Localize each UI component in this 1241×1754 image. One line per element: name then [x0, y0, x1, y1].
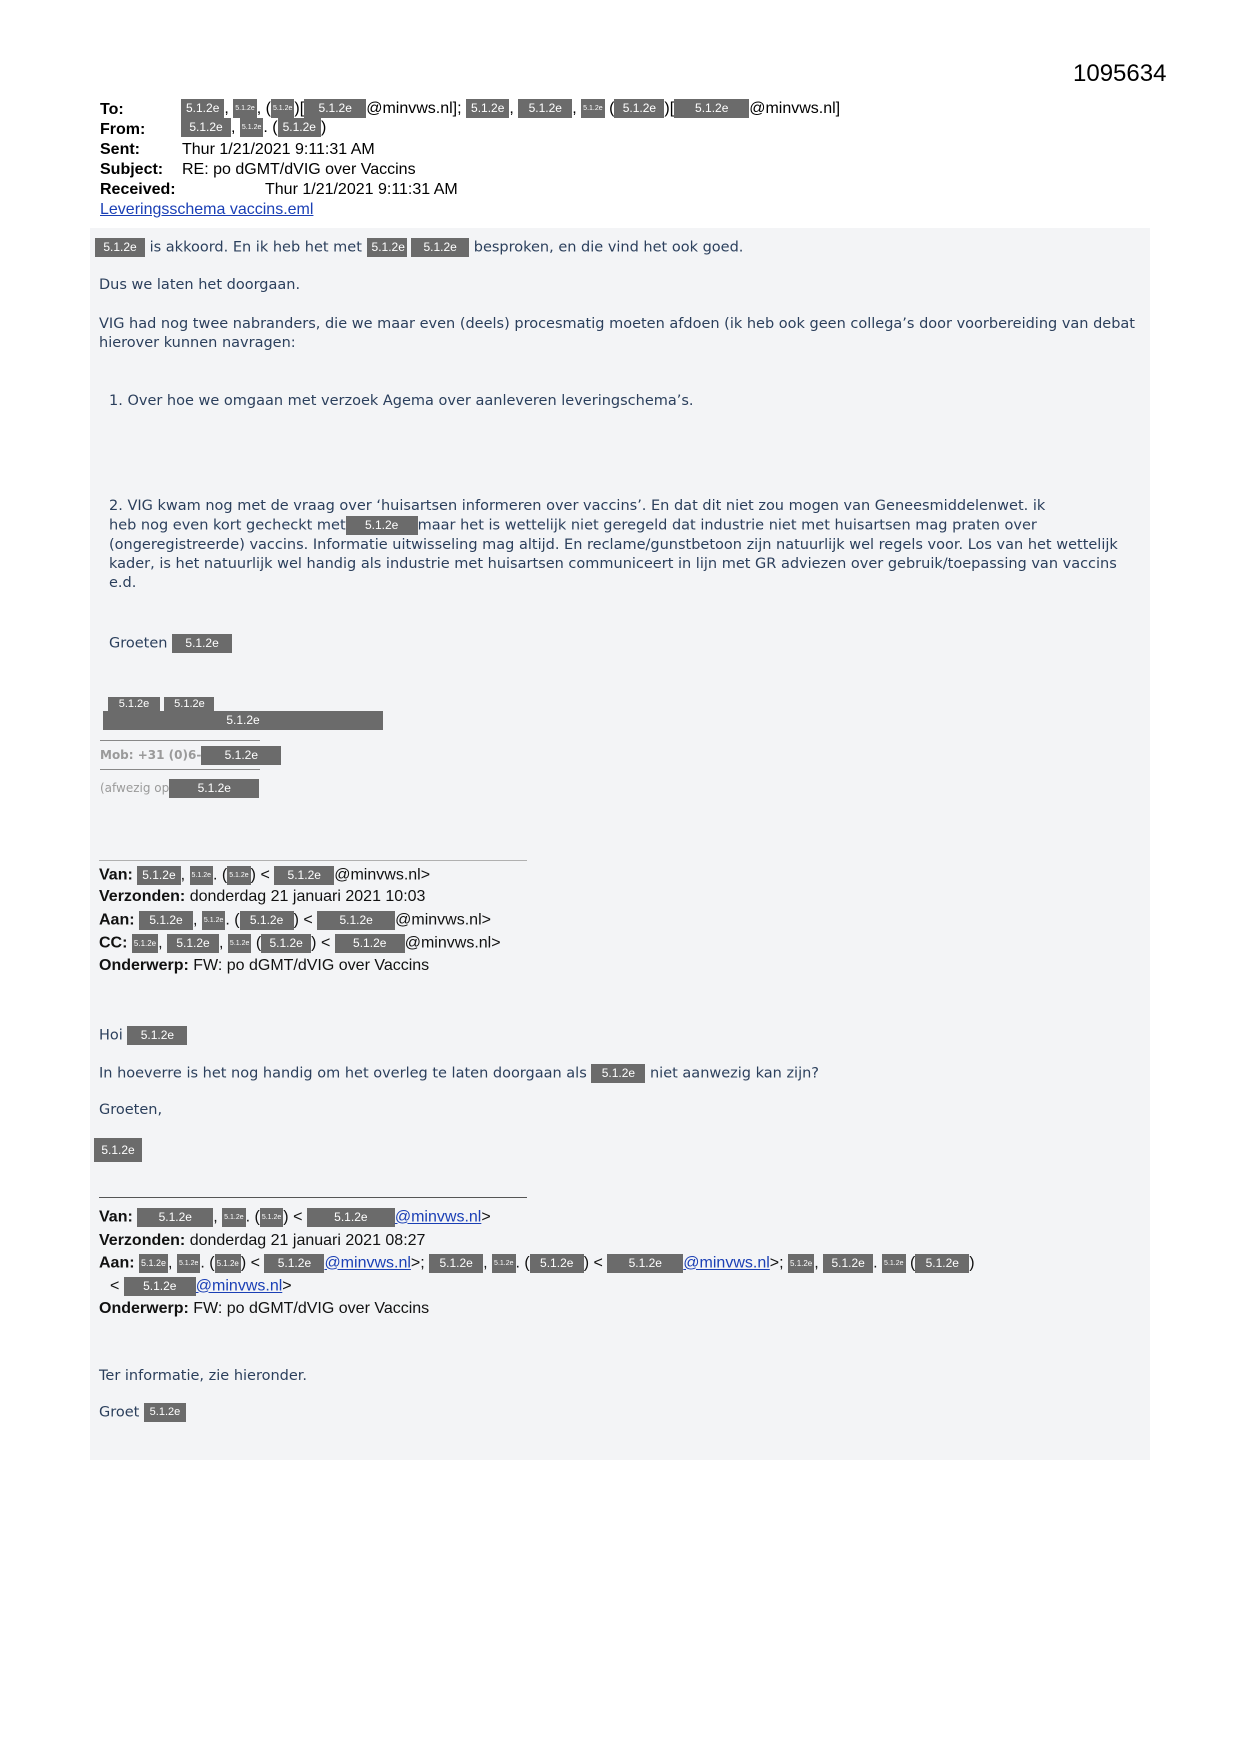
redaction: 5.1.2e — [429, 1254, 483, 1273]
redaction: 5.1.2e — [139, 911, 193, 930]
email-link[interactable]: @minvws.nl — [394, 1208, 482, 1226]
redaction: 5.1.2e — [674, 99, 749, 118]
mail3-sent: Verzonden: donderdag 21 januari 2021 08:27 — [99, 1232, 426, 1249]
redaction: 5.1.2e — [240, 118, 263, 137]
received-value: Thur 1/21/2021 9:11:31 AM — [265, 181, 458, 198]
redaction: 5.1.2e — [304, 99, 366, 118]
list-item-2-rest: (ongeregistreerde) vaccins. Informatie uitwisseling mag altijd. En reclame/gunstbetoon zijn natuurlijk wel regels voor. Los van het wettelijk kader, is het natuurlijk wel handig als industrie met huisartsen communiceert in lijn met GR adviezen over gebruik/toepassing van vaccins e.d. — [109, 537, 1118, 591]
closing-greeting: Groeten 5.1.2e — [109, 634, 232, 653]
to-domain: @minvws.nl] — [749, 100, 841, 117]
list-item-2-line-1: 2. VIG kwam nog met de vraag over ‘huisartsen informeren over vaccins’. En dat dit niet zou mogen van Geneesmiddelenwet. ik — [109, 498, 1046, 514]
mail2-from: Van: 5.1.2e , 5.1.2e . ( 5.1.2e ) < 5.1.2e @minvws.nl> — [99, 866, 431, 884]
mail-separator — [99, 1197, 527, 1198]
redaction: 5.1.2e — [181, 118, 231, 137]
to-label: To: — [100, 101, 124, 118]
redaction: 5.1.2e — [264, 1254, 324, 1273]
mail3-closing: Groet 5.1.2e — [99, 1403, 186, 1422]
redaction: 5.1.2e — [139, 1254, 168, 1273]
redaction: 5.1.2e — [201, 746, 281, 765]
attachment-link[interactable]: Leveringsschema vaccins.eml — [100, 201, 314, 218]
redaction: 5.1.2e — [222, 1208, 245, 1227]
redaction: 5.1.2e — [227, 866, 250, 885]
redaction: 5.1.2e — [181, 99, 224, 118]
redaction: 5.1.2e — [823, 1254, 873, 1273]
redaction: 5.1.2e — [169, 779, 259, 798]
redaction: 5.1.2e — [144, 1403, 186, 1422]
redaction: 5.1.2e — [164, 697, 214, 712]
email-link[interactable]: @minvws.nl — [195, 1277, 283, 1295]
message-background — [90, 228, 1150, 1460]
body-line-1: 5.1.2e is akkoord. En ik heb het met 5.1.2e 5.1.2e besproken, en die vind het ook goed. — [95, 238, 743, 257]
mail2-signature — [94, 1138, 142, 1162]
mail2-cc: CC: 5.1.2e , 5.1.2e , 5.1.2e ( 5.1.2e ) < 5.1.2e @minvws.nl> — [99, 934, 501, 952]
mail3-subject: Onderwerp: FW: po dGMT/dVIG over Vaccins — [99, 1300, 430, 1317]
redaction: 5.1.2e — [228, 934, 251, 953]
redaction: 5.1.2e — [172, 634, 232, 653]
redaction: 5.1.2e — [915, 1254, 969, 1273]
redaction: 5.1.2e — [367, 238, 407, 257]
redaction: 5.1.2e — [518, 99, 572, 118]
redaction: 5.1.2e — [317, 911, 395, 930]
sent-label: Sent: — [100, 141, 140, 158]
redaction: 5.1.2e — [788, 1254, 814, 1273]
redaction: 5.1.2e — [190, 866, 213, 885]
absent-line: (afwezig op 5.1.2e — [100, 779, 259, 798]
body-line-2: Dus we laten het doorgaan. — [99, 277, 301, 293]
redaction: 5.1.2e — [95, 238, 145, 257]
redaction: 5.1.2e — [137, 866, 180, 885]
redaction: 5.1.2e — [530, 1254, 584, 1273]
divider — [100, 769, 260, 770]
subject-value: RE: po dGMT/dVIG over Vaccins — [182, 161, 416, 178]
mail2-question: In hoeverre is het nog handig om het overleg te laten doorgaan als 5.1.2e niet aanwezig kan zijn? — [99, 1065, 819, 1082]
body-line-3: VIG had nog twee nabranders, die we maar even (deels) procesmatig moeten afdoen (ik heb ook geen collega’s door voorbereiding van debat hierover kunnen navragen: — [99, 316, 1135, 351]
redaction: 5.1.2e — [607, 1254, 683, 1273]
signature-title — [103, 711, 383, 730]
redaction: 5.1.2e — [614, 99, 664, 118]
redaction: 5.1.2e — [137, 1208, 213, 1227]
redaction: 5.1.2e — [167, 934, 219, 953]
mail3-from: Van: 5.1.2e , 5.1.2e . ( 5.1.2e ) < 5.1.2e @minvws.nl> — [99, 1208, 491, 1226]
sent-value: Thur 1/21/2021 9:11:31 AM — [182, 141, 375, 158]
redaction: 5.1.2e — [177, 1254, 200, 1273]
mail2-subject: Onderwerp: FW: po dGMT/dVIG over Vaccins — [99, 957, 430, 974]
mail-separator — [99, 860, 527, 861]
mail3-to: Aan: 5.1.2e , 5.1.2e . ( 5.1.2e ) < 5.1.2e @minvws.nl>; 5.1.2e , 5.1.2e . ( 5.1.2e ) < 5.1.2e @minvws.nl>; 5.1.2e , 5.1.2e . 5.1.2e ( 5.1.2e ) — [99, 1254, 975, 1272]
redaction: 5.1.2e — [278, 118, 321, 137]
redaction: 5.1.2e — [411, 238, 469, 257]
mail2-salutation: Hoi 5.1.2e — [99, 1026, 187, 1045]
redaction: 5.1.2e — [124, 1277, 196, 1296]
redaction: 5.1.2e — [202, 911, 225, 930]
email-link[interactable]: @minvws.nl — [324, 1254, 411, 1272]
redaction: 5.1.2e — [271, 99, 294, 118]
list-item-1: 1. Over hoe we omgaan met verzoek Agema over aanleveren leveringschema’s. — [109, 393, 694, 409]
from-label: From: — [100, 121, 146, 138]
subject-label: Subject: — [100, 161, 164, 178]
redaction: 5.1.2e — [882, 1254, 905, 1273]
redaction: 5.1.2e — [261, 934, 311, 953]
mobile-line: Mob: +31 (0)6- 5.1.2e — [100, 746, 281, 765]
document-id: 1095634 — [1073, 60, 1167, 87]
from-value: 5.1.2e , 5.1.2e . ( 5.1.2e ) — [181, 118, 326, 138]
redaction: 5.1.2e — [581, 99, 604, 118]
redaction: 5.1.2e — [103, 711, 383, 730]
email-link[interactable]: @minvws.nl — [683, 1254, 770, 1272]
mail2-to: Aan: 5.1.2e , 5.1.2e . ( 5.1.2e ) < 5.1.2e @minvws.nl> — [99, 911, 491, 929]
redaction: 5.1.2e — [240, 911, 294, 930]
list-item-2-line-2: heb nog even kort gecheckt met 5.1.2e maar het is wettelijk niet geregeld dat industrie niet met huisartsen mag praten over — [109, 517, 1037, 534]
redaction: 5.1.2e — [492, 1254, 515, 1273]
redaction: 5.1.2e — [274, 866, 334, 885]
to-value: 5.1.2e , 5.1.2e , ( 5.1.2e )[ 5.1.2e @minvws.nl]; 5.1.2e , 5.1.2e , 5.1.2e ( 5.1.2e )[ 5.1.2e @minvws.nl] — [181, 99, 840, 119]
redaction: 5.1.2e — [335, 934, 405, 953]
redaction: 5.1.2e — [466, 99, 509, 118]
redaction: 5.1.2e — [215, 1254, 241, 1273]
to-row — [100, 100, 124, 120]
redaction: 5.1.2e — [132, 934, 158, 953]
redaction: 5.1.2e — [346, 516, 418, 535]
redaction: 5.1.2e — [127, 1026, 187, 1045]
mail2-closing: Groeten, — [99, 1102, 163, 1118]
redaction: 5.1.2e — [307, 1208, 395, 1227]
redaction: 5.1.2e — [94, 1138, 142, 1162]
mail3-info: Ter informatie, zie hieronder. — [99, 1368, 308, 1384]
redaction: 5.1.2e — [108, 697, 160, 712]
received-label: Received: — [100, 181, 176, 198]
redaction: 5.1.2e — [591, 1064, 645, 1083]
redaction: 5.1.2e — [260, 1208, 283, 1227]
redaction: 5.1.2e — [233, 99, 256, 118]
mail3-to-cont: < 5.1.2e @minvws.nl> — [110, 1277, 292, 1295]
divider — [100, 740, 260, 741]
mail2-sent: Verzonden: donderdag 21 januari 2021 10:03 — [99, 888, 426, 905]
